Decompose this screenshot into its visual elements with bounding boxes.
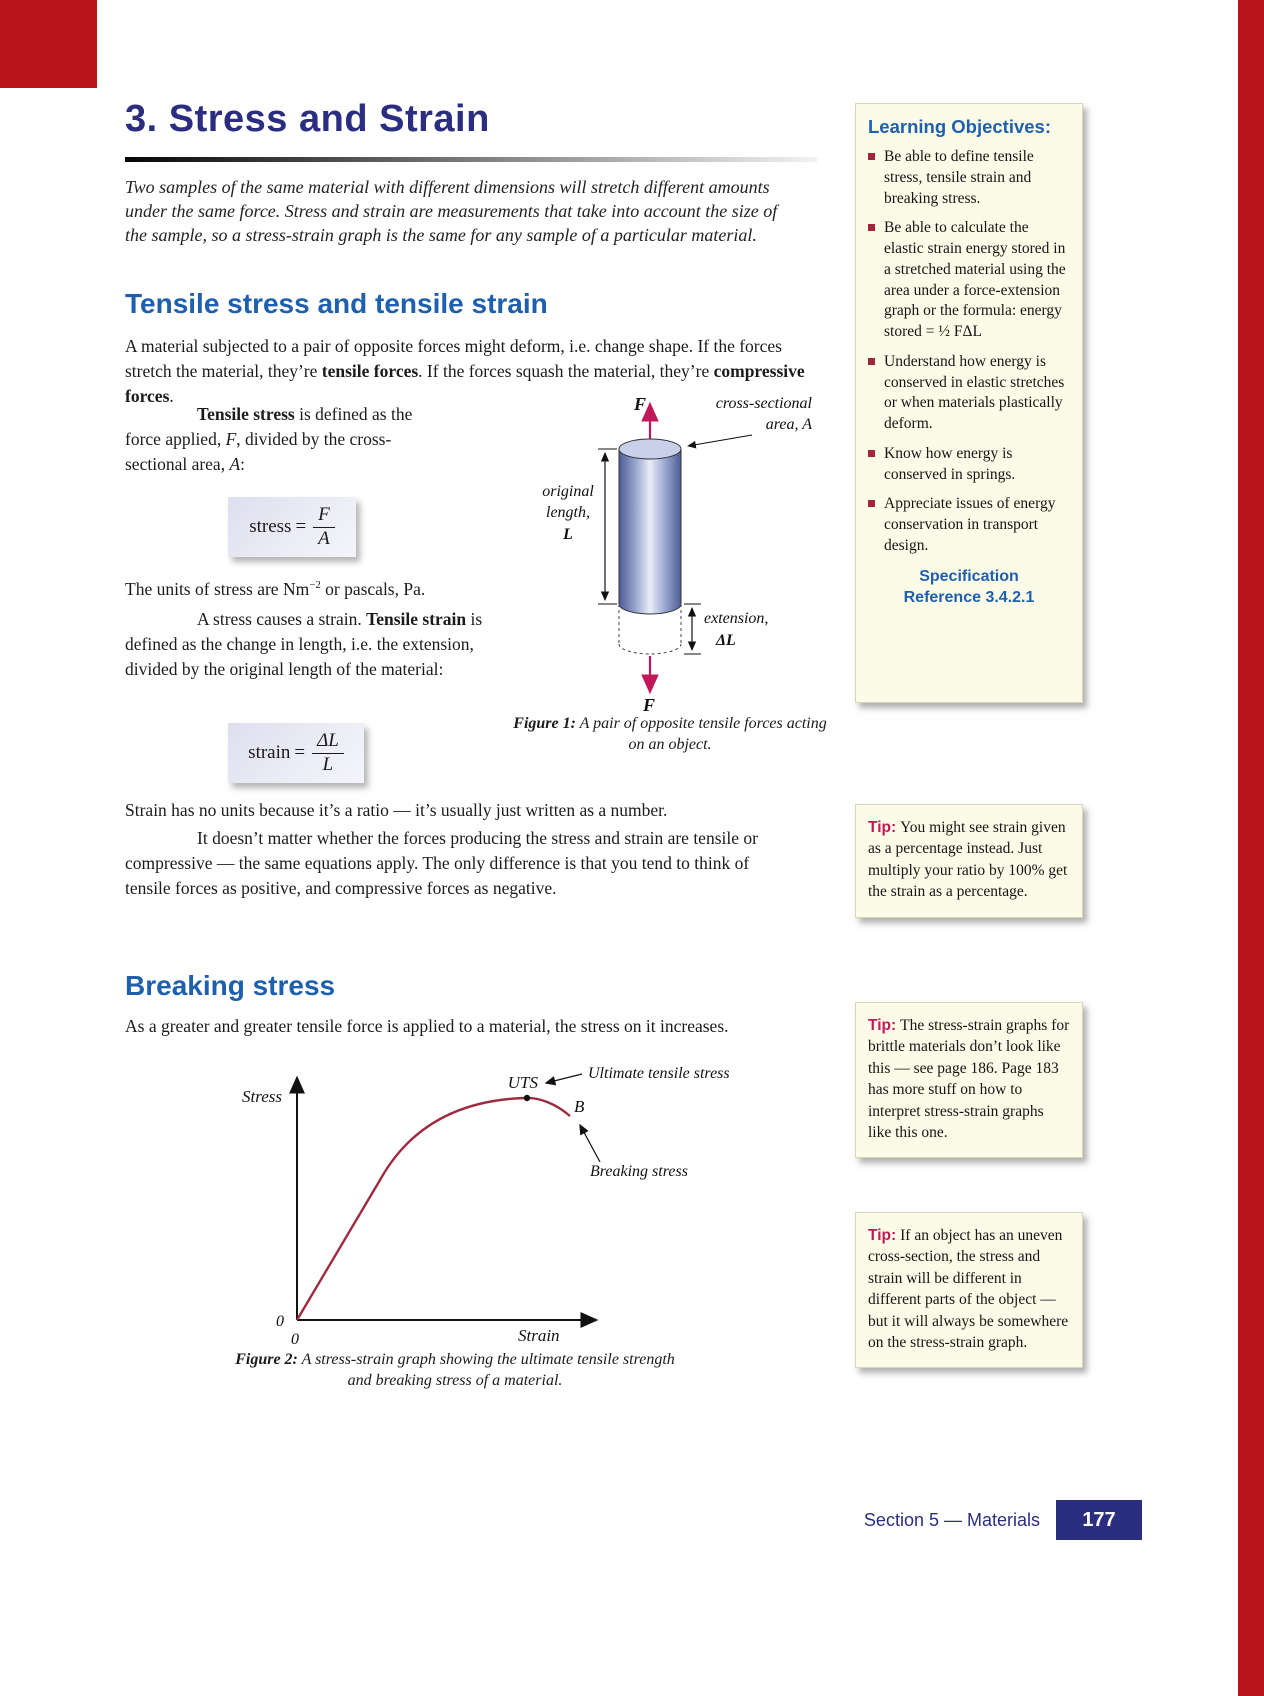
bullet-icon bbox=[868, 224, 875, 231]
spec-ref-line1: Specification bbox=[919, 567, 1019, 585]
tip-label: Tip: bbox=[868, 1017, 897, 1034]
text-run: A material subjected to a pair of opposite forces might deform, i.e. change shape. If the forces stretch the material, they’re bbox=[125, 336, 782, 381]
formula-lhs: stress bbox=[249, 516, 292, 537]
bullet-icon bbox=[868, 450, 875, 457]
corner-red-block bbox=[0, 0, 97, 88]
learning-objectives-heading: Learning Objectives: bbox=[868, 116, 1051, 137]
text-run: . bbox=[169, 385, 174, 406]
x-axis-label: Strain bbox=[518, 1326, 560, 1345]
paragraph-strain-units: Strain has no units because it’s a ratio — it’s usually just written as a number. bbox=[125, 800, 668, 820]
bullet-icon bbox=[868, 500, 875, 507]
uts-annotation: Ultimate tensile stress bbox=[588, 1065, 730, 1082]
tip-text: The stress-strain graphs for brittle materials don’t look like this — see page 186. Page 183 has more stuff on how to interpret stress-strain graphs like this one. bbox=[868, 1017, 1070, 1141]
page-title: 3. Stress and Strain bbox=[125, 98, 490, 140]
tip-label: Tip: bbox=[868, 819, 897, 836]
figure2-caption-number: Figure 2: bbox=[235, 1351, 298, 1368]
intro-paragraph: Two samples of the same material with different dimensions will stretch different amounts under the same force. Stress and strain are measurements that take into account the size of the sample, so a stress-strain graph is the same for any sample of a particular material. bbox=[125, 177, 778, 245]
page-number-badge: 177 bbox=[1056, 1500, 1142, 1540]
paragraph-sign-convention: It doesn’t matter whether the forces producing the stress and strain are tensile or compressive — the same equations apply. The only difference is that you tend to think of tensile forces as positive, and compressive forces as negative. bbox=[125, 828, 758, 898]
extension-label-symbol: ΔL bbox=[716, 632, 736, 649]
objective-text: Understand how energy is conserved in elastic stretches or when materials plastically deform. bbox=[884, 352, 1065, 433]
cross-section-leader-line bbox=[688, 435, 752, 446]
text-run: The units of stress are Nm bbox=[125, 579, 310, 599]
numerator: ΔL bbox=[312, 731, 344, 754]
term-tensile-strain: Tensile strain bbox=[366, 609, 467, 629]
cylinder-body bbox=[619, 449, 681, 614]
tip-label: Tip: bbox=[868, 1227, 897, 1244]
stress-strain-curve bbox=[297, 1098, 570, 1320]
tip-text: You might see strain given as a percentage instead. Just multiply your ratio by 100% get the strain as a percentage. bbox=[868, 819, 1068, 901]
text-run: A stress causes a strain. bbox=[197, 609, 367, 629]
tip-box-cross-section bbox=[855, 1212, 1083, 1368]
tip-box-brittle bbox=[855, 1002, 1083, 1158]
learning-objectives-list bbox=[868, 147, 1070, 557]
list-item bbox=[868, 494, 1070, 556]
denominator: L bbox=[322, 753, 334, 775]
spec-ref-line2: Reference 3.4.2.1 bbox=[903, 589, 1035, 607]
length-label-symbol: L bbox=[563, 526, 573, 543]
length-label-line2: length, bbox=[546, 504, 590, 521]
learning-objectives-box bbox=[855, 103, 1083, 703]
breaking-point-label: B bbox=[574, 1097, 585, 1116]
paragraph-tensile-strain bbox=[125, 607, 485, 682]
figure1-caption-text: A pair of opposite tensile forces acting on an object. bbox=[575, 715, 827, 753]
paragraph-units bbox=[125, 577, 565, 602]
heading-tensile: Tensile stress and tensile strain bbox=[125, 288, 548, 319]
length-label-line1: original bbox=[542, 483, 594, 500]
extension-label-line1: extension, bbox=[704, 610, 769, 627]
numerator: F bbox=[313, 505, 335, 528]
y-axis-label: Stress bbox=[242, 1087, 282, 1106]
text-run: is defined as the force applied, bbox=[125, 404, 413, 449]
paragraph-breaking: As a greater and greater tensile force is applied to a material, the stress on it increases. bbox=[125, 1016, 729, 1036]
term-compressive-forces: compressive forces bbox=[125, 360, 805, 406]
bullet-icon bbox=[868, 153, 875, 160]
text-run: . If the forces squash the material, they’re bbox=[418, 360, 714, 381]
paragraph-tensile-stress bbox=[125, 402, 443, 477]
uts-label: UTS bbox=[507, 1073, 538, 1092]
fraction bbox=[312, 731, 344, 776]
uts-leader-arrow bbox=[546, 1074, 582, 1083]
var-A: A bbox=[229, 453, 241, 474]
bullet-icon bbox=[868, 358, 875, 365]
fraction bbox=[313, 505, 335, 550]
objective-text: Know how energy is conserved in springs. bbox=[884, 444, 1016, 483]
breaking-leader-arrow bbox=[580, 1125, 600, 1162]
strain-formula-box bbox=[228, 723, 364, 783]
figure2-caption-text: A stress-strain graph showing the ultimate tensile strength and breaking stress of a material. bbox=[297, 1351, 675, 1389]
objective-text: Appreciate issues of energy conservation in transport design. bbox=[884, 495, 1056, 555]
objective-text: Be able to define tensile stress, tensile strain and breaking stress. bbox=[884, 148, 1034, 207]
force-bottom-label: F bbox=[643, 695, 656, 714]
text-run: : bbox=[240, 453, 246, 474]
specification-reference bbox=[868, 566, 1070, 609]
footer-section-title: Section 5 — Materials bbox=[863, 1510, 1040, 1530]
title-rule bbox=[125, 157, 817, 162]
figure2-graph bbox=[230, 1062, 790, 1362]
uts-point bbox=[524, 1095, 530, 1101]
origin-zero-x: 0 bbox=[291, 1331, 299, 1348]
breaking-annotation: Breaking stress bbox=[590, 1163, 688, 1180]
objective-text: Be able to calculate the elastic strain energy stored in a stretched material using the area under a force-extension graph or the formula: energy stored = ½ FΔL bbox=[884, 219, 1066, 341]
text-run: or pascals, Pa. bbox=[320, 579, 426, 599]
var-F: F bbox=[225, 428, 237, 449]
figure1-caption bbox=[505, 714, 835, 756]
denominator: A bbox=[318, 527, 330, 549]
exponent: −2 bbox=[309, 579, 321, 592]
page-edge-stripe bbox=[1238, 0, 1264, 1696]
term-tensile-forces: tensile forces bbox=[321, 360, 419, 381]
list-item bbox=[868, 218, 1070, 343]
tip-text: If an object has an uneven cross-section, the stress and strain will be different in different parts of the object — but it will always be somewhere on the stress-strain graph. bbox=[868, 1227, 1069, 1351]
force-top-label: F bbox=[634, 394, 647, 414]
cross-section-label-line2: area, A bbox=[765, 416, 812, 433]
formula-lhs: strain bbox=[248, 742, 291, 763]
cylinder-top-face bbox=[619, 439, 681, 459]
equals-sign: = bbox=[295, 516, 307, 537]
equals-sign: = bbox=[294, 742, 306, 763]
list-item bbox=[868, 444, 1070, 486]
heading-breaking: Breaking stress bbox=[125, 970, 336, 1001]
extension-dashed-bottom bbox=[619, 644, 681, 654]
cross-section-label-line1: cross-sectional bbox=[715, 395, 812, 412]
list-item bbox=[868, 352, 1070, 435]
text-run: , divided by the cross-sectional area, bbox=[125, 428, 392, 474]
text-run: is defined as the change in length, i.e. the extension, divided by the original length of the material: bbox=[125, 609, 483, 679]
figure2-caption bbox=[225, 1350, 685, 1392]
tip-box-percentage bbox=[855, 804, 1083, 918]
term-tensile-stress: Tensile stress bbox=[197, 404, 295, 424]
origin-zero-y: 0 bbox=[276, 1313, 284, 1330]
figure1-diagram bbox=[520, 392, 820, 714]
figure1-caption-number: Figure 1: bbox=[513, 715, 576, 732]
list-item bbox=[868, 147, 1070, 209]
stress-formula-box bbox=[228, 497, 356, 557]
